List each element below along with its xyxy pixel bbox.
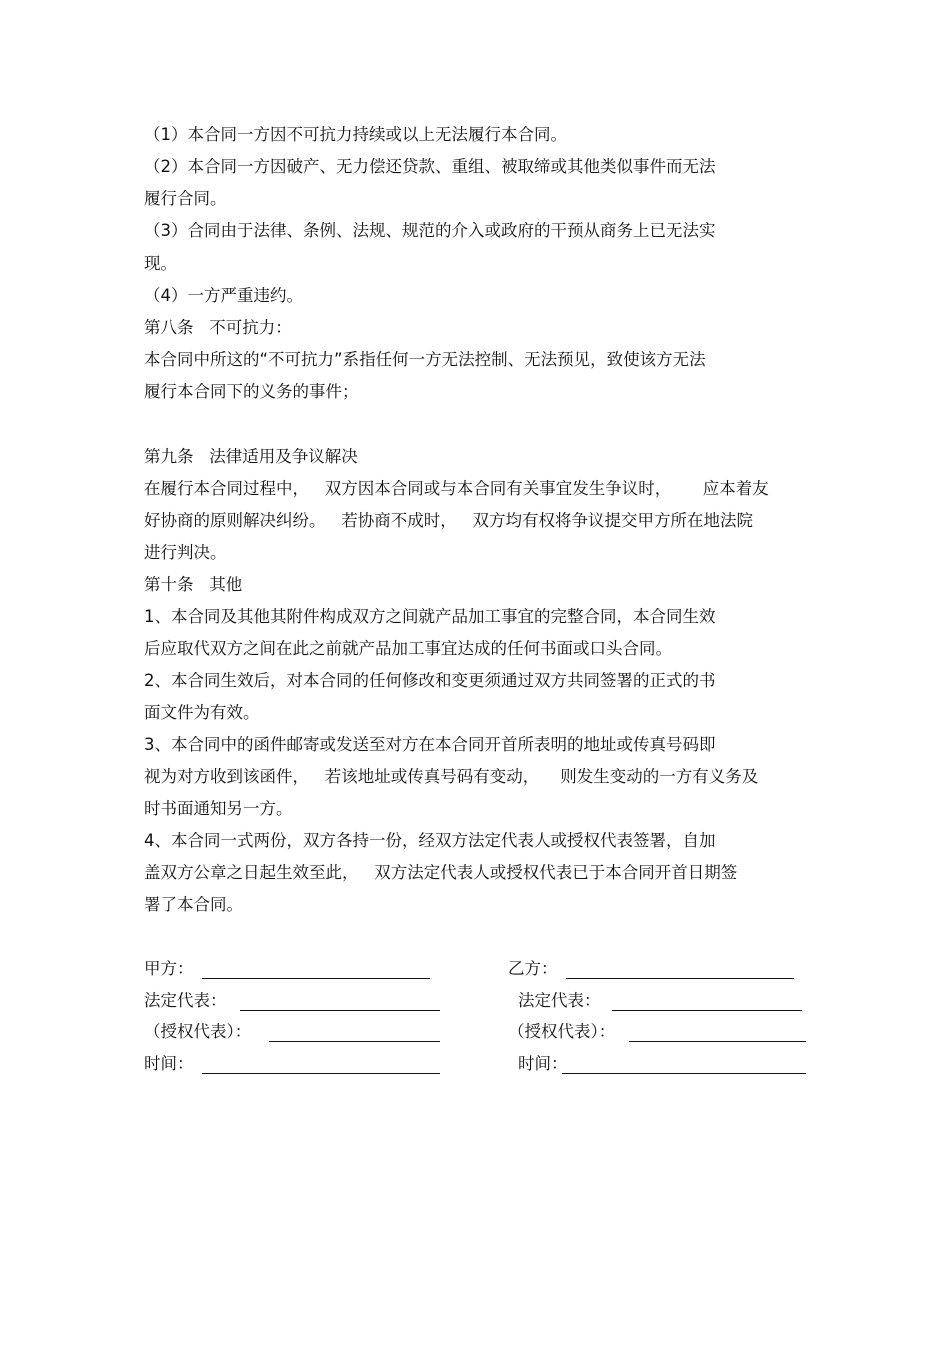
- party-a-signature-line[interactable]: [202, 978, 430, 979]
- article-8-text-line-1: 本合同中所这的“不可抗力”系指任何一方无法控制、无法预见，致使该方无法: [144, 350, 706, 369]
- article-9-text-line-3: 进行判决。: [144, 543, 227, 562]
- clause-item-1: （1）本合同一方因不可抗力持续或以上无法履行本合同。: [144, 125, 567, 144]
- party-a-row: [144, 958, 444, 982]
- article-10-item-4-line-2: 盖双方公章之日起生效至此， 双方法定代表人或授权代表已于本合同开首日期签: [144, 863, 738, 882]
- clause-item-3-line-2: 现。: [144, 254, 177, 273]
- party-b-row: [508, 958, 808, 982]
- party-b-authorized-rep-line[interactable]: [629, 1041, 806, 1042]
- article-10-item-4-line-3: 署了本合同。: [144, 895, 243, 914]
- party-b-time-line[interactable]: [562, 1073, 806, 1074]
- article-10-item-1-line-2: 后应取代双方之间在此之前就产品加工事宜达成的任何书面或口头合同。: [144, 639, 672, 658]
- party-b-label: 乙方：: [508, 959, 558, 978]
- article-8-heading: 第八条 不可抗力：: [144, 318, 292, 337]
- article-10-item-3-line-2: 视为对方收到该函件， 若该地址或传真号码有变动， 则发生变动的一方有义务及: [144, 767, 759, 786]
- article-10-item-1-line-1: 1、本合同及其他其附件构成双方之间就产品加工事宜的完整合同，本合同生效: [144, 607, 716, 626]
- party-a-label: 甲方：: [144, 959, 194, 978]
- party-b-authorized-rep-row: [508, 1021, 808, 1045]
- clause-item-4: （4）一方严重违约。: [144, 286, 303, 305]
- article-9-text-line-1: 在履行本合同过程中， 双方因本合同或与本合同有关事宜发生争议时， 应本着友: [144, 479, 769, 498]
- article-10-item-3-line-3: 时书面通知另一方。: [144, 799, 293, 818]
- article-8-text-line-2: 履行本合同下的义务的事件；: [144, 382, 359, 401]
- article-10-heading: 第十条 其他: [144, 575, 243, 594]
- party-a-time-label: 时间：: [144, 1054, 194, 1073]
- party-a-authorized-rep-label: （授权代表）：: [144, 1022, 252, 1041]
- party-b-legal-rep-row: [518, 990, 808, 1014]
- party-a-legal-rep-row: [144, 990, 444, 1014]
- party-a-authorized-rep-row: [144, 1021, 444, 1045]
- party-b-authorized-rep-label: （授权代表）：: [508, 1022, 616, 1041]
- article-10-item-2-line-1: 2、本合同生效后，对本合同的任何修改和变更须通过双方共同签署的正式的书: [144, 671, 716, 690]
- article-9-heading: 第九条 法律适用及争议解决: [144, 447, 358, 466]
- article-10-item-4-line-1: 4、本合同一式两份，双方各持一份，经双方法定代表人或授权代表签署，自加: [144, 831, 716, 850]
- article-10-item-2-line-2: 面文件为有效。: [144, 703, 260, 722]
- party-a-time-line[interactable]: [202, 1073, 440, 1074]
- party-a-legal-rep-line[interactable]: [240, 1010, 440, 1011]
- clause-item-2-line-1: （2）本合同一方因破产、无力偿还贷款、重组、被取缔或其他类似事件而无法: [144, 157, 716, 176]
- party-b-legal-rep-line[interactable]: [612, 1010, 802, 1011]
- party-a-time-row: [144, 1053, 444, 1077]
- clause-item-3-line-1: （3）合同由于法律、条例、法规、规范的介入或政府的干预从商务上已无法实: [144, 221, 716, 240]
- party-b-time-label: 时间：: [518, 1054, 568, 1073]
- clause-item-2-line-2: 履行合同。: [144, 189, 227, 208]
- party-a-authorized-rep-line[interactable]: [269, 1041, 440, 1042]
- article-9-text-line-2: 好协商的原则解决纠纷。 若协商不成时， 双方均有权将争议提交甲方所在地法院: [144, 511, 753, 530]
- party-b-time-row: [518, 1053, 808, 1077]
- party-b-legal-rep-label: 法定代表：: [518, 991, 601, 1010]
- article-10-item-3-line-1: 3、本合同中的函件邮寄或发送至对方在本合同开首所表明的地址或传真号码即: [144, 735, 716, 754]
- party-a-legal-rep-label: 法定代表：: [144, 991, 227, 1010]
- party-b-signature-line[interactable]: [566, 978, 794, 979]
